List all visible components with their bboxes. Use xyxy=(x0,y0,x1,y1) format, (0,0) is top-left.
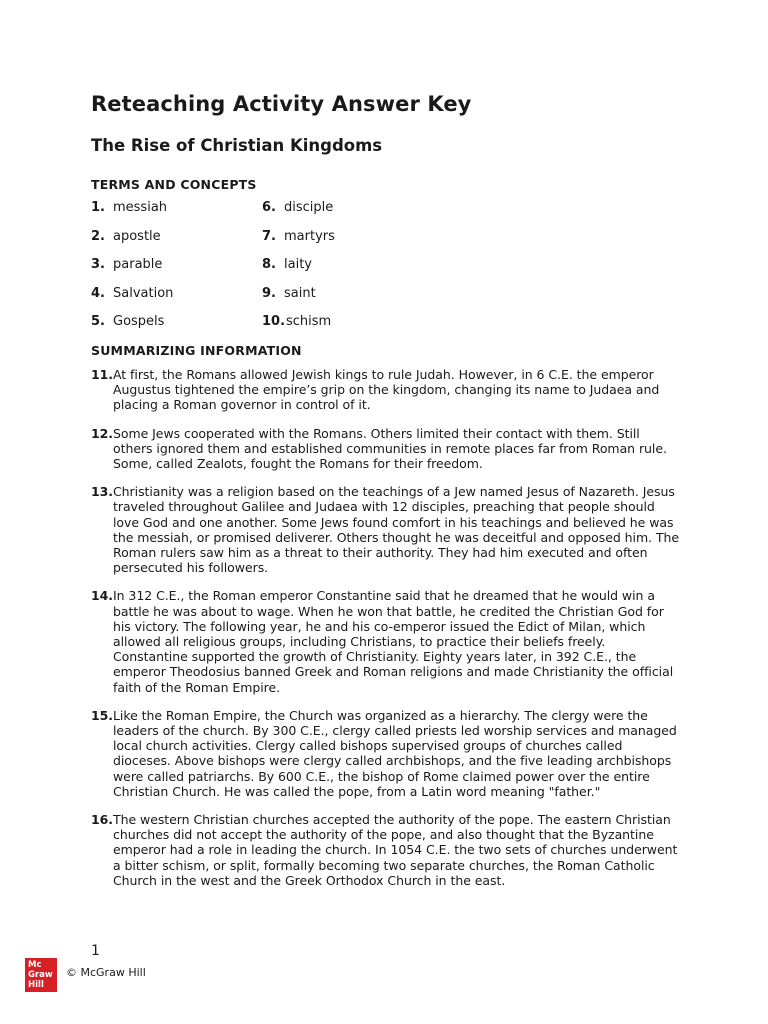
term-number: 10. xyxy=(262,314,286,329)
summary-heading: SUMMARIZING INFORMATION xyxy=(91,343,302,358)
terms-heading: TERMS AND CONCEPTS xyxy=(91,177,257,192)
logo-line: Graw xyxy=(28,970,53,980)
page-number: 1 xyxy=(91,943,100,959)
page-subtitle: The Rise of Christian Kingdoms xyxy=(91,136,383,155)
item-text: Some Jews cooperated with the Romans. Others limited their contact with them. Still others ignored them and established communities in remote places far from Roman rule. Some, called Zealots, fought the Romans for their freedom. xyxy=(113,425,667,472)
term-item xyxy=(91,314,164,329)
item-text: In 312 C.E., the Roman emperor Constantine said that he dreamed that he would win a battle he was about to wage. When he won that battle, he credited the Christian God for his victory. The following year, he and his co-emperor issued the Edict of Milan, which allowed all religious groups, including Christians, to practice their beliefs freely. Constantine supported the growth of Christianity. Eighty years later, in 392 C.E., the emperor Theodosius banned Greek and Roman religions and made Christianity the official faith of the Roman Empire. xyxy=(113,588,674,695)
summary-item xyxy=(91,812,681,888)
term-text: apostle xyxy=(113,228,161,244)
term-number: 7. xyxy=(262,228,276,244)
term-item xyxy=(262,257,312,272)
term-item xyxy=(91,229,161,244)
item-text: Christianity was a religion based on the teachings of a Jew named Jesus of Nazareth. Jesus traveled throughout Galilee and Judaea with 12 disciples, preaching that people should love God and one another. Some Jews found comfort in his teachings and believed he was the messiah, or promised deliverer. Others thought he was deceitful and opposed him. The Roman rulers saw him as a threat to their authority. They had him executed and often persecuted his followers. xyxy=(113,484,680,576)
mcgraw-hill-logo xyxy=(25,958,57,992)
term-text: martyrs xyxy=(284,228,335,244)
term-number: 9. xyxy=(262,285,276,301)
logo-line: Mc xyxy=(28,960,42,970)
term-text: messiah xyxy=(113,200,168,215)
term-text: parable xyxy=(113,257,163,272)
term-number: 5. xyxy=(91,314,105,329)
term-number: 3. xyxy=(91,257,105,272)
term-number: 6. xyxy=(262,200,276,215)
summary-item xyxy=(91,708,681,799)
summary-item xyxy=(91,484,681,575)
logo-line: Hill xyxy=(28,980,44,990)
term-text: Salvation xyxy=(113,285,174,301)
term-text: saint xyxy=(284,285,316,301)
term-item xyxy=(91,286,173,301)
item-text: At first, the Romans allowed Jewish kings to rule Judah. However, in 6 C.E. the emperor Augustus tightened the empire’s grip on the kingdom, changing its name to Judaea and placing a Roman governor in control of it. xyxy=(113,367,660,413)
term-item xyxy=(262,286,316,301)
item-number: 14. xyxy=(91,588,113,604)
term-item xyxy=(262,200,333,215)
term-number: 2. xyxy=(91,228,105,244)
term-text: schism xyxy=(286,314,332,329)
item-text: Like the Roman Empire, the Church was organized as a hierarchy. The clergy were the leaders of the church. By 300 C.E., clergy called priests led worship services and managed local church activities. Clergy called bishops supervised groups of churches called dioceses. Above bishops were clergy called archbishops, and the five leading archbishops were called patriarchs. By 600 C.E., the bishop of Rome claimed power over the entire Christian Church. He was called the pope, from a Latin word meaning "father." xyxy=(113,707,677,799)
summary-item xyxy=(91,588,681,694)
term-text: Gospels xyxy=(113,314,165,329)
item-number: 15. xyxy=(91,707,113,723)
page-title: Reteaching Activity Answer Key xyxy=(91,92,472,116)
item-number: 13. xyxy=(91,484,113,500)
item-number: 11. xyxy=(91,367,113,382)
term-number: 4. xyxy=(91,285,105,301)
item-text: The western Christian churches accepted the authority of the pope. The eastern Christian churches did not accept the authority of the pope, and also thought that the Byzantine emperor had a role in leading the church. In 1054 C.E. the two sets of churches underwent a bitter schism, or split, formally becoming two separate churches, the Roman Catholic Church in the west and the Greek Orthodox Church in the east. xyxy=(113,812,678,888)
term-item xyxy=(262,314,331,329)
term-text: laity xyxy=(284,257,312,272)
item-number: 16. xyxy=(91,812,113,828)
term-item xyxy=(91,200,167,215)
term-number: 1. xyxy=(91,200,105,215)
item-number: 12. xyxy=(91,425,113,441)
copyright-text: © McGraw Hill xyxy=(66,966,146,979)
term-text: disciple xyxy=(284,200,334,215)
term-item xyxy=(91,257,162,272)
summary-item xyxy=(91,426,681,472)
summary-item xyxy=(91,367,681,413)
term-item xyxy=(262,229,335,244)
term-number: 8. xyxy=(262,257,276,272)
summary-list xyxy=(91,367,681,901)
